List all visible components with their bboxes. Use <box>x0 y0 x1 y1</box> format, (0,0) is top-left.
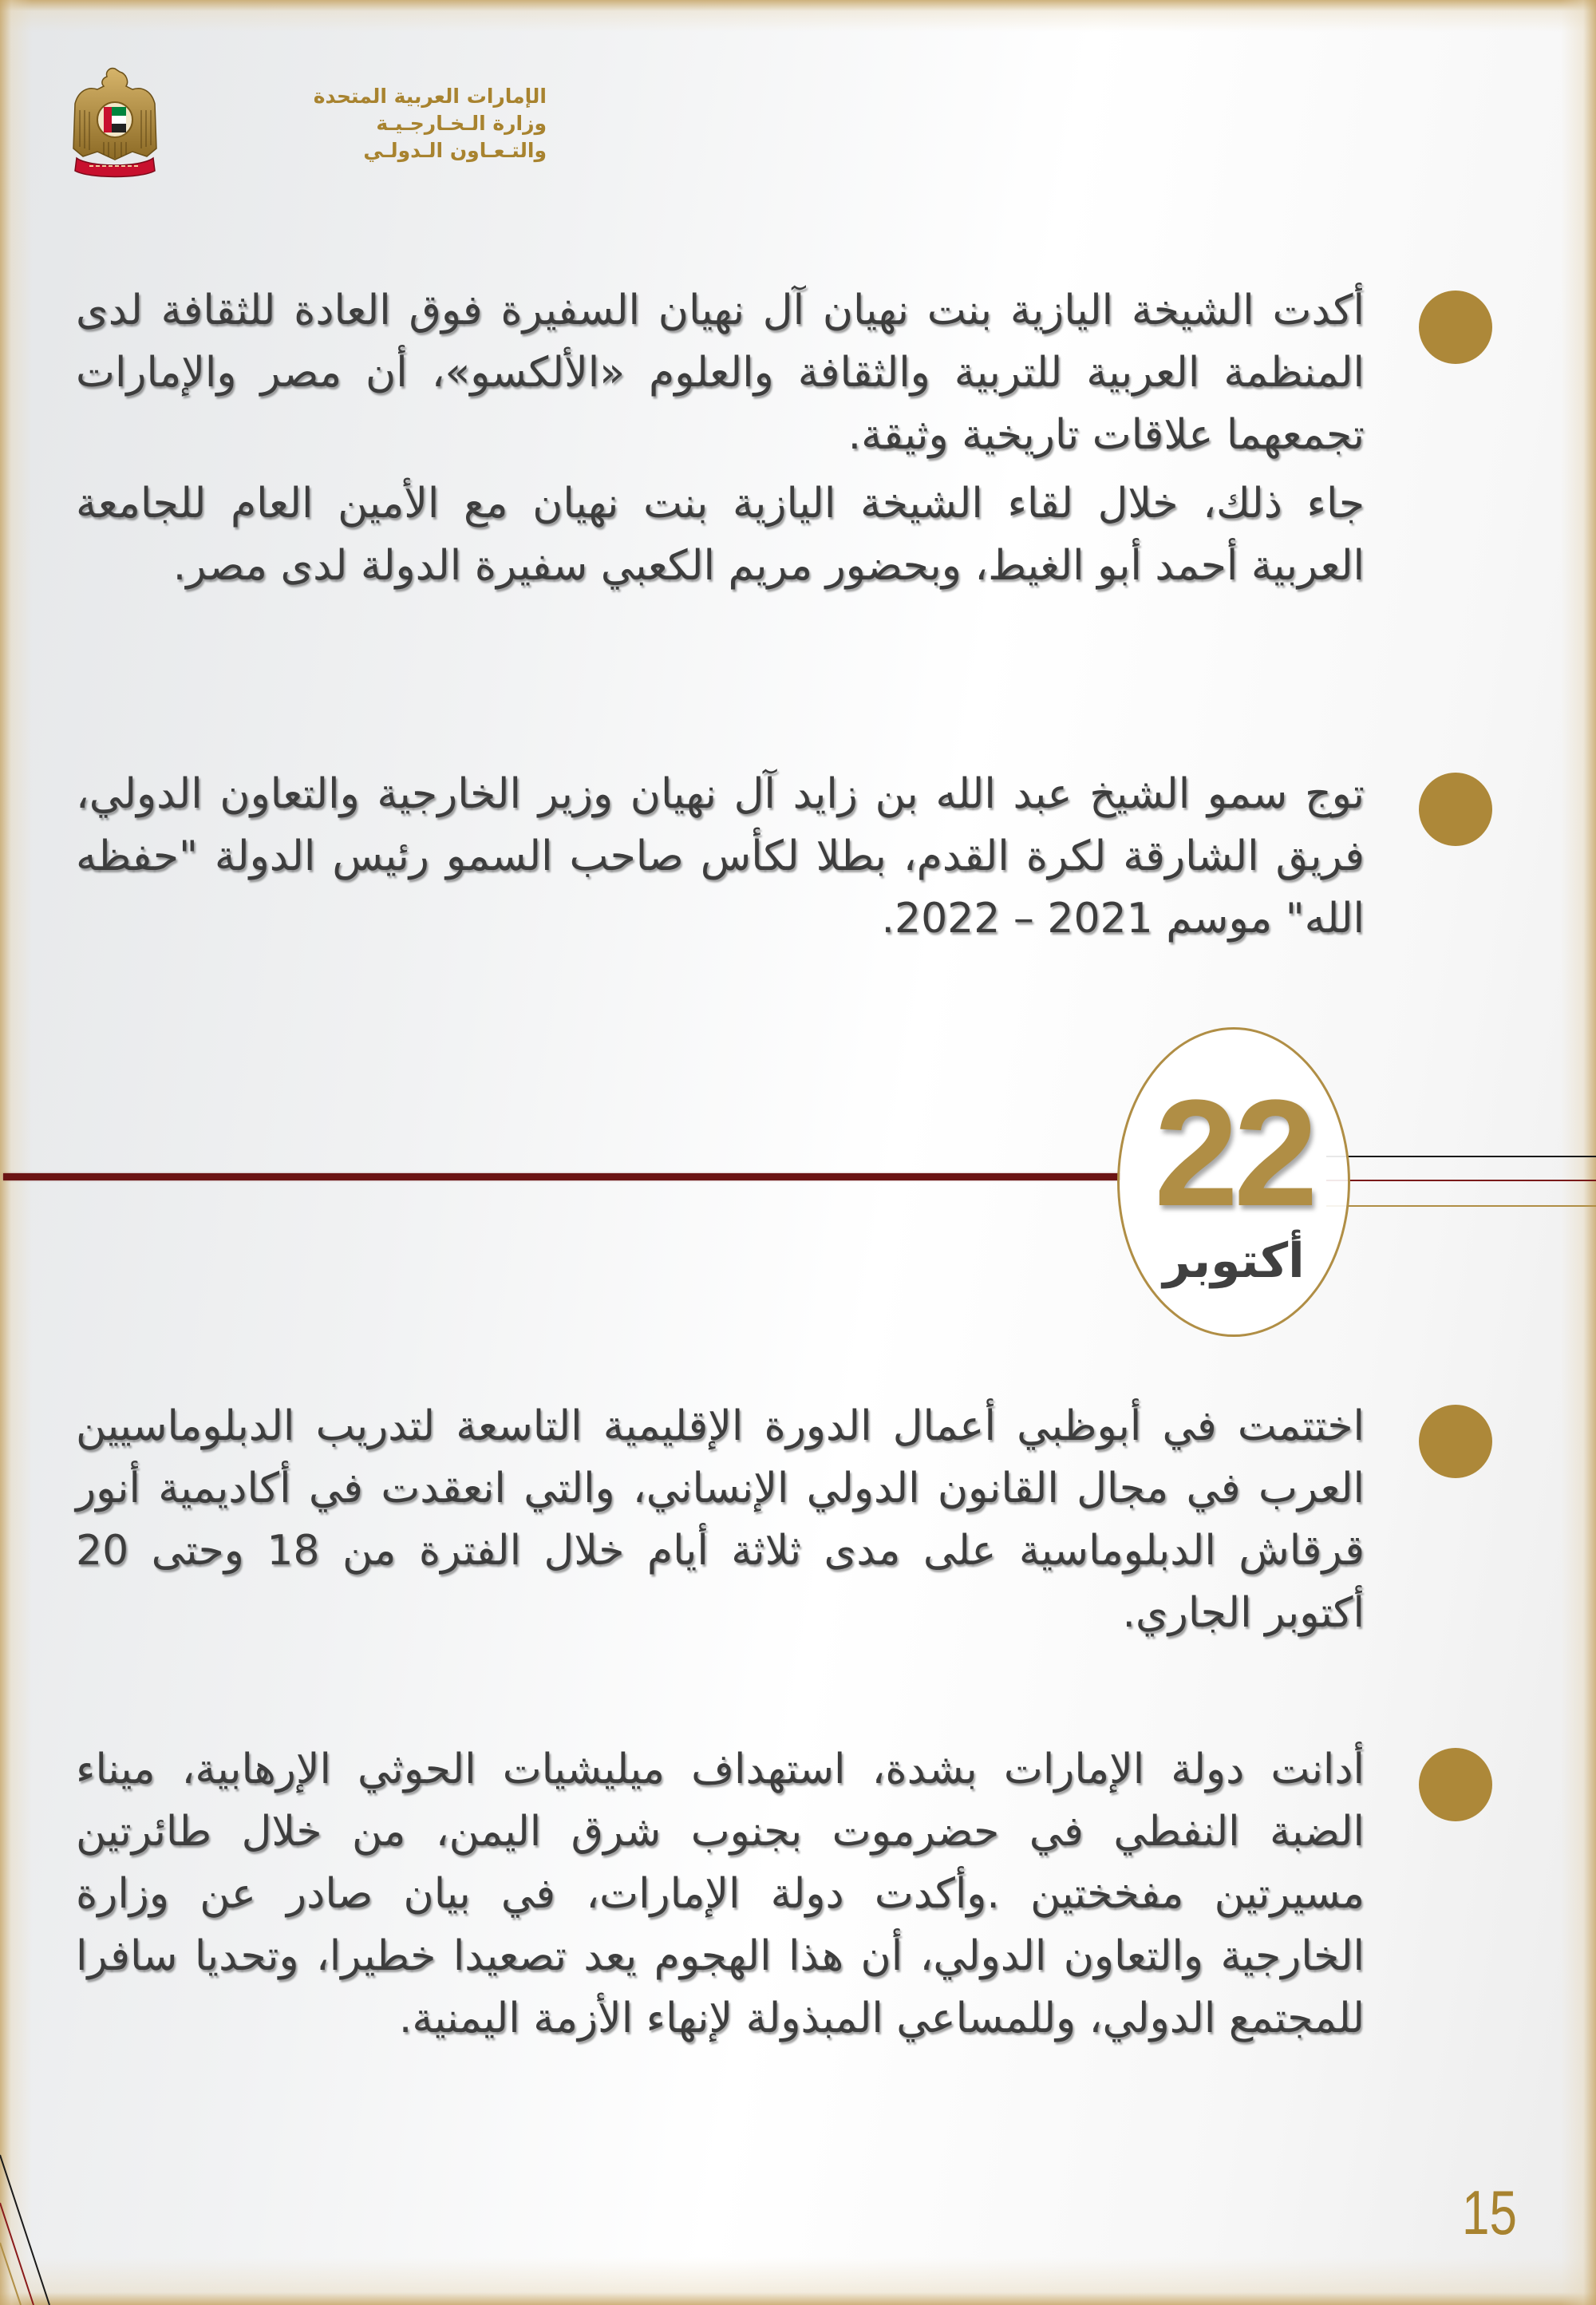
gold-dot-icon <box>1419 1405 1492 1478</box>
news-item-text <box>76 1738 1365 2050</box>
news-item-text <box>76 1395 1365 1644</box>
corner-decoration <box>0 2123 207 2305</box>
uae-falcon-emblem-icon <box>65 62 165 182</box>
news-paragraph: اختتمت في أبوظبي أعمال الدورة الإقليمية التاسعة لتدريب الدبلوماسيين العرب في مجال القانون الدولي الإنساني، والتي انعقدت في أكاديمية أنور قرقاش الدبلوماسية على مدى ثلاثة أيام خلال الفترة من 18 وحتى 20 أكتوبر الجاري. <box>76 1402 1365 1637</box>
news-item-text <box>76 763 1365 950</box>
ministry-name <box>180 83 547 164</box>
date-divider-line <box>3 1173 1120 1180</box>
news-item <box>76 1748 1492 2147</box>
ministry-name-line-2: وزارة الـخـارجـيـة <box>376 112 547 135</box>
news-paragraph: توج سمو الشيخ عبد الله بن زايد آل نهيان وزير الخارجية والتعاون الدولي، فريق الشارقة لكرة القدم، بطلا لكأس صاحب السمو رئيس الدولة "حفظه الله" موسم 2021 – 2022. <box>76 770 1365 943</box>
news-item <box>76 279 1492 710</box>
divider-line-maroon <box>1326 1180 1596 1181</box>
ministry-name-line-1: الإمارات العربية المتحدة <box>313 85 547 108</box>
date-divider-lines-right <box>1326 1149 1596 1213</box>
gold-dot-icon <box>1419 291 1492 364</box>
divider-line-gold <box>1326 1205 1596 1207</box>
date-month: أكتوبر <box>1163 1233 1305 1289</box>
date-day: 22 <box>1154 1069 1314 1238</box>
news-item <box>76 770 1492 964</box>
divider-line-black <box>1326 1156 1596 1157</box>
date-badge <box>1117 1027 1350 1337</box>
gold-dot-icon <box>1419 1748 1492 1821</box>
news-paragraph: أكدت الشيخة اليازية بنت نهيان آل نهيان السفيرة فوق العادة للثقافة لدى المنظمة العربية للتربية والثقافة والعلوم «الألكسو»، أن مصر والإمارات تجمعهما علاقات تاريخية وثيقة. <box>76 287 1365 459</box>
gold-dot-icon <box>1419 773 1492 846</box>
page-number: 15 <box>1462 2179 1517 2248</box>
news-paragraph: جاء ذلك، خلال لقاء الشيخة اليازية بنت نهيان مع الأمين العام للجامعة العربية أحمد أبو الغيط، وبحضور مريم الكعبي سفيرة الدولة لدى مصر. <box>76 480 1365 590</box>
news-item-text <box>76 279 1365 597</box>
news-item <box>76 1402 1492 1676</box>
news-paragraph: أدانت دولة الإمارات بشدة، استهداف ميليشيات الحوثي الإرهابية، ميناء الضبة النفطي في حضرموت بجنوب شرق اليمن، من خلال طائرتين مسيرتين مفخختين .وأكدت دولة الإمارات، في بيان صادر عن وزارة الخارجية والتعاون الدولي، أن هذا الهجوم يعد تصعيدا خطيرا، وتحديا سافرا للمجتمع الدولي، وللمساعي المبذولة لإنهاء الأزمة اليمنية. <box>76 1746 1365 2042</box>
ministry-name-line-3: والتـعـاون الـدولـي <box>363 139 547 162</box>
